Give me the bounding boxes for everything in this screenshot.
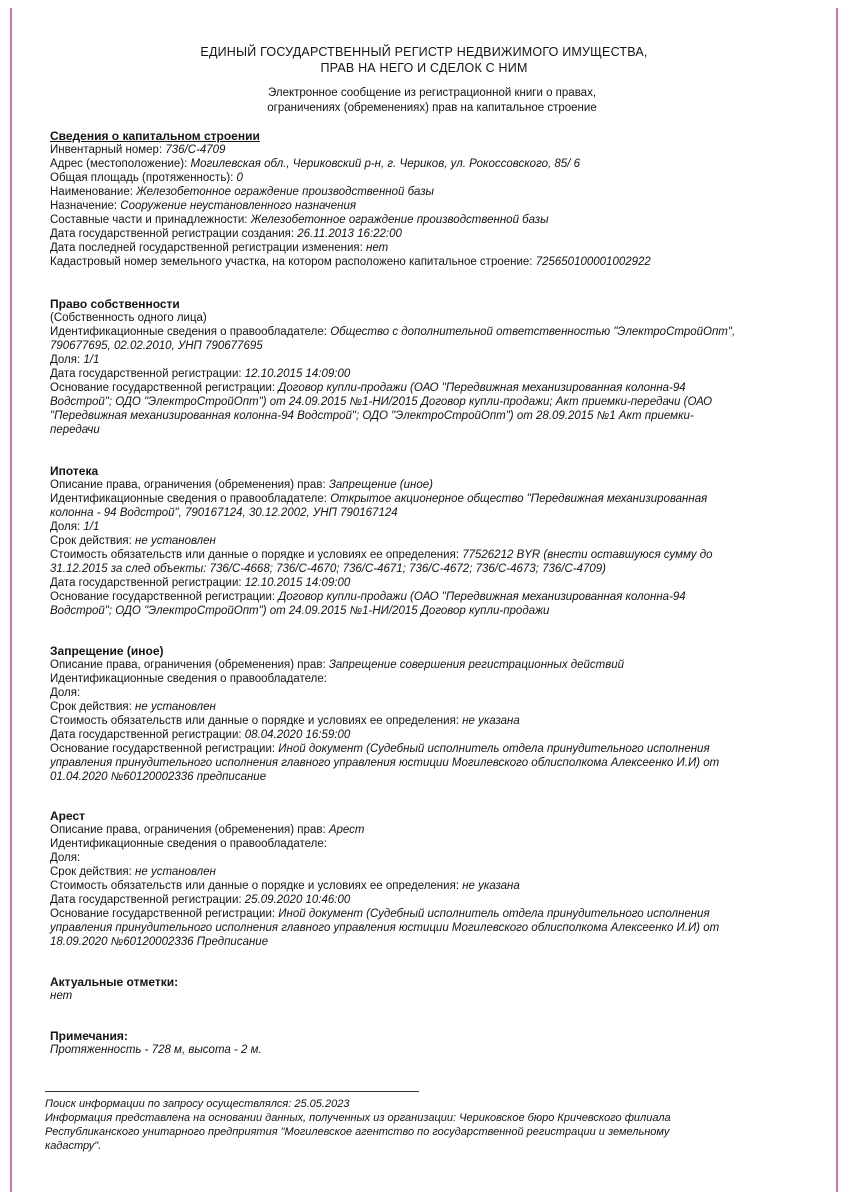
- reg-date-value: 12.10.2015 14:09:00: [244, 577, 351, 589]
- parts-row: [50, 213, 820, 227]
- prohibition-section: [50, 644, 820, 784]
- basis-label: Основание государственной регистрации:: [50, 382, 279, 394]
- holder-label: Идентификационные сведения о правообладателе:: [50, 326, 331, 338]
- reg-date-label: Дата государственной регистрации:: [50, 894, 245, 906]
- name-value: Железобетонное ограждение производственной базы: [136, 186, 435, 198]
- building-section: [50, 129, 820, 269]
- name-label: Наименование:: [50, 186, 137, 198]
- mortgage-term-row: [50, 534, 820, 548]
- mortgage-section: [50, 464, 820, 618]
- arrest-basis-row: [50, 907, 820, 921]
- prohibition-basis-row: [50, 742, 820, 756]
- notes-section-title: Примечания:: [50, 1029, 128, 1043]
- share-value: 1/1: [83, 354, 100, 366]
- ownership-holder-cont: 790677695, 02.02.2010, УНП 790677695: [50, 340, 263, 352]
- cost-value: не указана: [462, 715, 520, 727]
- reg-date-value: 12.10.2015 14:09:00: [244, 368, 351, 380]
- basis-value: Иной документ (Судебный исполнитель отдела принудительного исполнения: [278, 908, 710, 920]
- desc-label: Описание права, ограничения (обременения) прав:: [50, 659, 329, 671]
- address-label: Адрес (местоположение):: [50, 158, 191, 170]
- ownership-holder-row: [50, 325, 820, 339]
- basis-value: Иной документ (Судебный исполнитель отдела принудительного исполнения: [278, 743, 710, 755]
- footer-source-line-2: Республиканского унитарного предприятия "Могилевское агентство по государственной регистрации и земельному: [45, 1126, 670, 1138]
- subtitle-line-1: Электронное сообщение из регистрационной книги о правах,: [267, 87, 597, 99]
- prohibition-basis-cont-2: 01.04.2020 №60120002336 предписание: [50, 771, 267, 783]
- desc-value: Арест: [328, 824, 365, 836]
- mortgage-basis-cont: Водстрой"; ОДО "ЭлектроСтройОпт") от 24.09.2015 №1-НИ/2015 Договор купли-продажи: [50, 605, 550, 617]
- created-row: [50, 227, 820, 241]
- holder-value: Открытое акционерное общество "Передвижная механизированная: [330, 493, 708, 505]
- mortgage-cost-cont: 31.12.2015 за след объекты: 736/С-4668; 736/С-4670; 736/С-4671; 736/С-4672; 736/С-4673; 736/С-4709): [50, 563, 607, 575]
- mortgage-desc-row: [50, 478, 820, 492]
- arrest-desc-row: [50, 823, 820, 837]
- ownership-section-title: Право собственности: [50, 297, 180, 311]
- marks-section-title: Актуальные отметки:: [50, 975, 179, 989]
- ownership-basis-cont-2: "Передвижная механизированная колонна-94 Водстрой"; ОДО "ЭлектроСтройОпт") от 28.09.2015 №1 Акт приемки-: [50, 410, 694, 422]
- page-border-left: [10, 8, 12, 1192]
- notes-section: [50, 1029, 820, 1057]
- purpose-row: [50, 199, 820, 213]
- page-border-right: [836, 8, 838, 1192]
- term-value: не установлен: [135, 701, 216, 713]
- basis-value: Договор купли-продажи (ОАО "Передвижная механизированная колонна-94: [278, 591, 686, 603]
- term-label: Срок действия:: [50, 535, 136, 547]
- marks-section: [50, 975, 820, 1003]
- changed-row: [50, 241, 820, 255]
- mortgage-basis-row: [50, 590, 820, 604]
- title-line-2: ПРАВ НА НЕГО И СДЕЛОК С НИМ: [320, 61, 528, 75]
- holder-value: Общество с дополнительной ответственностью "ЭлектроСтройОпт",: [330, 326, 736, 338]
- basis-value: Договор купли-продажи (ОАО "Передвижная механизированная колонна-94: [278, 382, 686, 394]
- prohibition-term-row: [50, 700, 820, 714]
- prohibition-desc-row: [50, 658, 820, 672]
- arrest-share-label: Доля:: [50, 852, 81, 864]
- subtitle-line-2: ограничениях (обременениях) прав на капитальное строение: [267, 101, 597, 114]
- parts-label: Составные части и принадлежности:: [50, 214, 251, 226]
- term-value: не установлен: [135, 866, 216, 878]
- mortgage-cost-row: [50, 548, 820, 562]
- desc-label: Описание права, ограничения (обременения) прав:: [50, 479, 329, 491]
- mortgage-section-title: Ипотека: [50, 464, 99, 478]
- ownership-basis-row: [50, 381, 820, 395]
- basis-label: Основание государственной регистрации:: [50, 908, 279, 920]
- reg-date-value: 25.09.2020 10:46:00: [244, 894, 351, 906]
- ownership-basis-cont-1: Водстрой"; ОДО "ЭлектроСтройОпт") от 24.09.2015 №1-НИ/2015 Договор купли-продажи; Акт приемки-передачи (ОАО: [50, 396, 713, 408]
- inventory-label: Инвентарный номер:: [50, 144, 166, 156]
- notes-value: Протяженность - 728 м, высота - 2 м.: [50, 1044, 262, 1056]
- mortgage-date-row: [50, 576, 820, 590]
- prohibition-cost-row: [50, 714, 820, 728]
- reg-date-label: Дата государственной регистрации:: [50, 729, 245, 741]
- footer-source-line-3: кадастру".: [45, 1140, 102, 1152]
- term-label: Срок действия:: [50, 866, 136, 878]
- footer-search-date: Поиск информации по запросу осуществлялся: 25.05.2023: [45, 1098, 350, 1110]
- term-label: Срок действия:: [50, 701, 136, 713]
- basis-label: Основание государственной регистрации:: [50, 591, 279, 603]
- area-value: 0: [236, 172, 243, 184]
- area-label: Общая площадь (протяженность):: [50, 172, 237, 184]
- prohibition-section-title: Запрещение (иное): [50, 644, 164, 658]
- arrest-term-row: [50, 865, 820, 879]
- cadastral-label: Кадастровый номер земельного участка, на котором расположено капитальное строение:: [50, 256, 536, 268]
- cost-label: Стоимость обязательств или данные о порядке и условиях ее определения:: [50, 880, 463, 892]
- footer: [45, 1097, 815, 1153]
- document-title: [0, 44, 848, 76]
- basis-label: Основание государственной регистрации:: [50, 743, 279, 755]
- address-row: [50, 157, 820, 171]
- cadastral-value: 725650100001002922: [535, 256, 651, 268]
- prohibition-basis-cont-1: управления принудительного исполнения главного управления юстиции Могилевского облисполкома Алексеенко И.И) от: [50, 757, 720, 769]
- cost-value: 77526212 BYR (внести оставшуюся сумму до: [462, 549, 713, 561]
- ownership-share-row: [50, 353, 820, 367]
- marks-value: нет: [50, 990, 73, 1002]
- cost-label: Стоимость обязательств или данные о порядке и условиях ее определения:: [50, 715, 463, 727]
- arrest-holder-label: Идентификационные сведения о правообладателе:: [50, 838, 327, 850]
- parts-value: Железобетонное ограждение производственной базы: [250, 214, 549, 226]
- reg-date-label: Дата государственной регистрации:: [50, 368, 245, 380]
- mortgage-holder-cont: колонна - 94 Водстрой", 790167124, 30.12.2002, УНП 790167124: [50, 507, 398, 519]
- inventory-row: [50, 143, 820, 157]
- arrest-cost-row: [50, 879, 820, 893]
- reg-date-label: Дата государственной регистрации:: [50, 577, 245, 589]
- document-subtitle: [0, 86, 848, 115]
- reg-date-value: 08.04.2020 16:59:00: [244, 729, 351, 741]
- prohibition-holder-label: Идентификационные сведения о правообладателе:: [50, 673, 327, 685]
- title-line-1: ЕДИНЫЙ ГОСУДАРСТВЕННЫЙ РЕГИСТР НЕДВИЖИМОГО ИМУЩЕСТВА,: [200, 45, 648, 59]
- purpose-value: Сооружение неустановленного назначения: [120, 200, 356, 212]
- cost-label: Стоимость обязательств или данные о порядке и условиях ее определения:: [50, 549, 463, 561]
- cost-value: не указана: [462, 880, 520, 892]
- created-value: 26.11.2013 16:22:00: [297, 228, 402, 240]
- share-value: 1/1: [83, 521, 100, 533]
- created-label: Дата государственной регистрации создания:: [50, 228, 298, 240]
- desc-label: Описание права, ограничения (обременения) прав:: [50, 824, 329, 836]
- share-label: Доля:: [50, 354, 84, 366]
- changed-label: Дата последней государственной регистрации изменения:: [50, 242, 367, 254]
- share-label: Доля:: [50, 521, 84, 533]
- arrest-date-row: [50, 893, 820, 907]
- inventory-value: 736/С-4709: [165, 144, 226, 156]
- ownership-date-row: [50, 367, 820, 381]
- ownership-type: (Собственность одного лица): [50, 312, 207, 324]
- arrest-section-title: Арест: [50, 809, 86, 823]
- desc-value: Запрещение совершения регистрационных действий: [328, 659, 625, 671]
- address-value: Могилевская обл., Чериковский р-н, г. Чериков, ул. Рокоссовского, 85/ 6: [190, 158, 580, 170]
- cadastral-row: [50, 255, 820, 269]
- arrest-basis-cont-1: управления принудительного исполнения главного управления юстиции Могилевского облисполкома Алексеенко И.И) от: [50, 922, 720, 934]
- arrest-section: [50, 809, 820, 949]
- term-value: не установлен: [135, 535, 216, 547]
- changed-value: нет: [366, 242, 389, 254]
- name-row: [50, 185, 820, 199]
- building-section-title: Сведения о капитальном строении: [50, 129, 260, 143]
- footer-source-line-1: Информация представлена на основании данных, полученных из организации: Чериковское бюро Кричевского филиала: [45, 1112, 671, 1124]
- ownership-section: [50, 297, 820, 437]
- prohibition-share-label: Доля:: [50, 687, 81, 699]
- holder-label: Идентификационные сведения о правообладателе:: [50, 493, 331, 505]
- ownership-basis-cont-3: передачи: [50, 424, 100, 436]
- area-row: [50, 171, 820, 185]
- prohibition-date-row: [50, 728, 820, 742]
- purpose-label: Назначение:: [50, 200, 121, 212]
- arrest-basis-cont-2: 18.09.2020 №60120002336 Предписание: [50, 936, 269, 948]
- mortgage-holder-row: [50, 492, 820, 506]
- footer-divider: [45, 1091, 419, 1092]
- desc-value: Запрещение (иное): [328, 479, 433, 491]
- mortgage-share-row: [50, 520, 820, 534]
